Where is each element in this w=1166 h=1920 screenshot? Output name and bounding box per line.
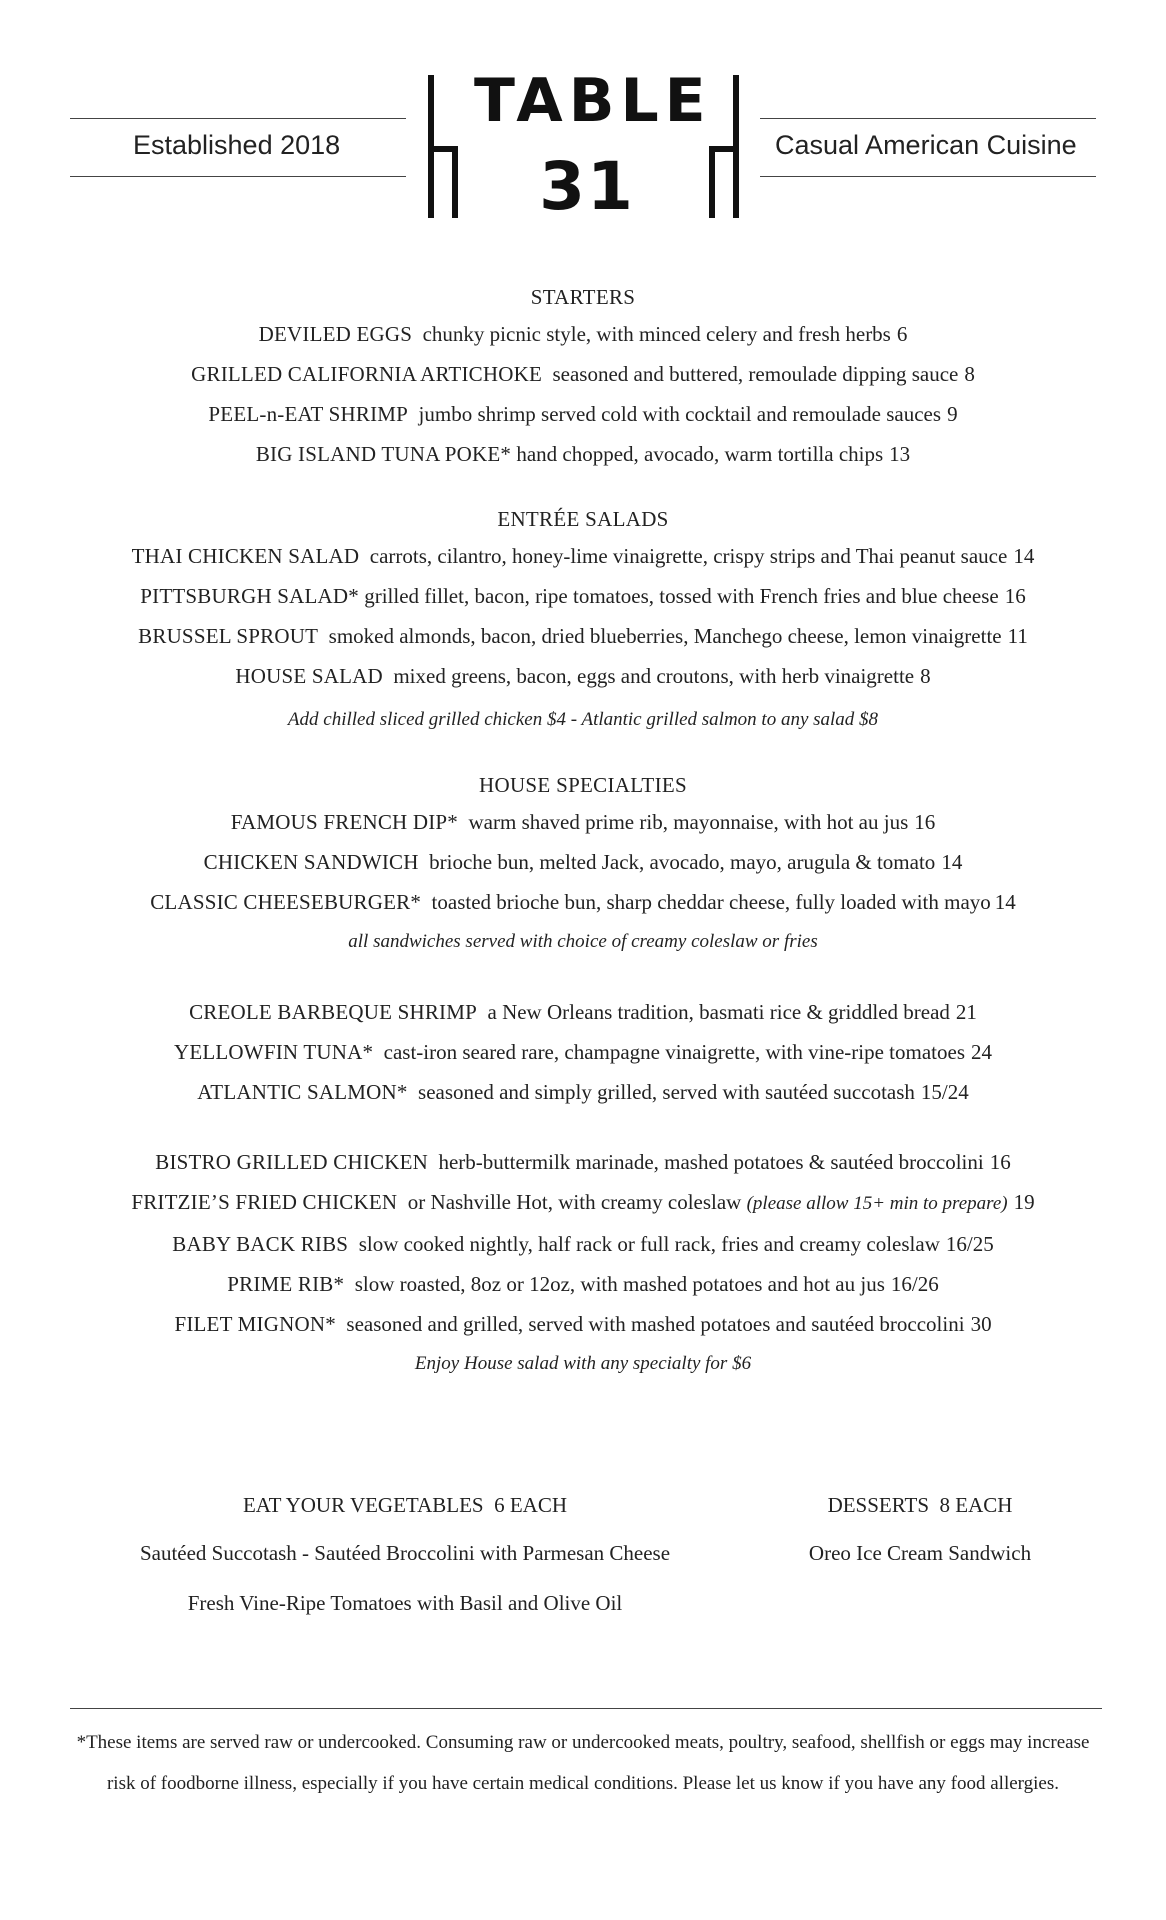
- sandwiches-list: [0, 802, 1166, 962]
- item-desc: seasoned and buttered, remoulade dipping sauce: [552, 362, 959, 386]
- starters-list: [0, 314, 1166, 474]
- footer-divider: [70, 1708, 1102, 1709]
- item-name: PITTSBURGH SALAD*: [140, 584, 359, 608]
- raw-food-disclaimer: *These items are served raw or undercooked. Consuming raw or undercooked meats, poultry, seafood, shellfish or eggs may increase risk of foodborne illness, especially if you have certain medical conditions. Please let us know if you have any food allergies.: [76, 1732, 1090, 1794]
- specialties-title: HOUSE SPECIALTIES: [479, 773, 687, 797]
- item-price: 9: [947, 402, 958, 426]
- item-name: PEEL-n-EAT SHRIMP: [208, 402, 409, 426]
- item-name: YELLOWFIN TUNA*: [173, 1040, 374, 1064]
- item-desc: or Nashville Hot, with creamy coleslaw: [407, 1190, 742, 1214]
- item-name: PRIME RIB*: [227, 1272, 345, 1296]
- specialty-salad-note: Enjoy House salad with any specialty for $6: [414, 1353, 752, 1374]
- menu-item: [0, 1224, 1166, 1264]
- item-desc: slow cooked nightly, half rack or full rack, fries and creamy coleslaw: [358, 1232, 940, 1256]
- item-name: BABY BACK RIBS: [172, 1232, 349, 1256]
- item-desc: cast-iron seared rare, champagne vinaigrette, with vine-ripe tomatoes: [383, 1040, 965, 1064]
- item-name: HOUSE SALAD: [235, 664, 383, 688]
- item-desc: mixed greens, bacon, eggs and croutons, with herb vinaigrette: [393, 664, 915, 688]
- logo-right-bracket-inner: [709, 146, 715, 218]
- item-price: 14: [994, 890, 1016, 914]
- desserts-title: DESSERTS: [827, 1493, 929, 1517]
- item-price: 16: [914, 810, 936, 834]
- vegetables-line-1: Sautéed Succotash - Sautéed Broccolini with Parmesan Cheese: [139, 1541, 671, 1565]
- item-desc: warm shaved prime rib, mayonnaise, with hot au jus: [468, 810, 909, 834]
- menu-item: [0, 1072, 1166, 1112]
- vegetables-heading: [60, 1490, 750, 1520]
- item-price: 13: [889, 442, 911, 466]
- item-name: CREOLE BARBEQUE SHRIMP: [189, 1000, 477, 1024]
- item-price: 14: [1013, 544, 1035, 568]
- item-price: 30: [970, 1312, 992, 1336]
- item-price: 14: [941, 850, 963, 874]
- item-desc: chunky picnic style, with minced celery and fresh herbs: [422, 322, 891, 346]
- sides-and-desserts: [0, 1490, 1166, 1640]
- item-extra-note: (please allow 15+ min to prepare): [746, 1193, 1008, 1214]
- item-price: 21: [955, 1000, 977, 1024]
- menu-item: [0, 536, 1166, 576]
- header-rule-right-bottom: [760, 176, 1096, 177]
- item-name: GRILLED CALIFORNIA ARTICHOKE: [191, 362, 542, 386]
- menu-item: [0, 314, 1166, 354]
- menu-item: [0, 1264, 1166, 1304]
- menu-item: [0, 354, 1166, 394]
- menu-body: [0, 282, 1166, 1384]
- item-name: FRITZIE’S FRIED CHICKEN: [131, 1190, 398, 1214]
- item-desc: a New Orleans tradition, basmati rice & griddled bread: [487, 1000, 950, 1024]
- seafood-list: [0, 992, 1166, 1112]
- item-name: FAMOUS FRENCH DIP*: [230, 810, 458, 834]
- desserts-price: 8 EACH: [939, 1493, 1013, 1517]
- header-rule-left-top: [70, 118, 406, 119]
- item-price: 16: [989, 1150, 1011, 1174]
- menu-item: [0, 656, 1166, 696]
- vegetables-line-2: Fresh Vine-Ripe Tomatoes with Basil and Olive Oil: [187, 1591, 623, 1615]
- item-price: 8: [920, 664, 931, 688]
- menu-item: [0, 1032, 1166, 1072]
- logo-table-text: TABLE: [474, 66, 712, 136]
- item-desc: brioche bun, melted Jack, avocado, mayo, arugula & tomato: [429, 850, 936, 874]
- sandwich-note: all sandwiches served with choice of creamy coleslaw or fries: [348, 931, 818, 952]
- established-text: Established 2018: [133, 130, 341, 160]
- salad-addon-note: Add chilled sliced grilled chicken $4 - Atlantic grilled salmon to any salad $8: [287, 709, 879, 730]
- item-price: 19: [1013, 1190, 1035, 1214]
- item-price: 16/26: [890, 1272, 939, 1296]
- menu-item: [0, 1182, 1166, 1224]
- vegetables-price: 6 EACH: [494, 1493, 568, 1517]
- item-name: CLASSIC CHEESEBURGER*: [150, 890, 422, 914]
- desserts-line-1: Oreo Ice Cream Sandwich: [808, 1541, 1032, 1565]
- menu-item: [0, 992, 1166, 1032]
- menu-item: [0, 802, 1166, 842]
- menu-item: [0, 434, 1166, 474]
- menu-item: [0, 1142, 1166, 1182]
- salads-title: ENTRÉE SALADS: [497, 507, 669, 531]
- item-name: FILET MIGNON*: [174, 1312, 336, 1336]
- item-desc: seasoned and grilled, served with mashed potatoes and sautéed broccolini: [346, 1312, 965, 1336]
- logo-number-text: 31: [539, 148, 635, 225]
- item-price: 24: [971, 1040, 992, 1064]
- menu-item: [0, 576, 1166, 616]
- item-name: THAI CHICKEN SALAD: [131, 544, 360, 568]
- item-price: 16/25: [945, 1232, 994, 1256]
- item-name: ATLANTIC SALMON*: [197, 1080, 408, 1104]
- item-desc: herb-buttermilk marinade, mashed potatoes & sautéed broccolini: [438, 1150, 984, 1174]
- item-price: 15/24: [920, 1080, 969, 1104]
- item-desc: hand chopped, avocado, warm tortilla chips: [516, 442, 884, 466]
- starters-title: STARTERS: [530, 285, 636, 309]
- item-price: 6: [896, 322, 908, 346]
- cuisine-text: Casual American Cuisine: [775, 130, 1077, 160]
- item-name: CHICKEN SANDWICH: [203, 850, 419, 874]
- header-rule-right-top: [760, 118, 1096, 119]
- item-desc: toasted brioche bun, sharp cheddar cheese, fully loaded with mayo: [431, 890, 991, 914]
- menu-item: [0, 1304, 1166, 1344]
- salads-list: [0, 536, 1166, 740]
- header-rule-left-bottom: [70, 176, 406, 177]
- logo-left-bracket-inner: [452, 146, 458, 218]
- desserts-column: [760, 1490, 1080, 1578]
- menu-item: [0, 394, 1166, 434]
- item-price: 11: [1007, 624, 1028, 648]
- meats-list: [0, 1142, 1166, 1384]
- menu-item: [0, 842, 1166, 882]
- item-desc: smoked almonds, bacon, dried blueberries, Manchego cheese, lemon vinaigrette: [328, 624, 1002, 648]
- desserts-heading: [760, 1490, 1080, 1520]
- item-desc: seasoned and simply grilled, served with sautéed succotash: [418, 1080, 915, 1104]
- menu-header: [0, 0, 1166, 240]
- vegetables-column: [60, 1490, 750, 1628]
- item-name: BRUSSEL SPROUT: [138, 624, 319, 648]
- vegetables-title: EAT YOUR VEGETABLES: [242, 1493, 484, 1517]
- item-price: 16: [1004, 584, 1026, 608]
- menu-item: [0, 616, 1166, 656]
- menu-item: [0, 882, 1166, 922]
- item-desc: slow roasted, 8oz or 12oz, with mashed potatoes and hot au jus: [354, 1272, 885, 1296]
- item-name: BIG ISLAND TUNA POKE*: [255, 442, 512, 466]
- item-price: 8: [964, 362, 975, 386]
- item-desc: carrots, cilantro, honey-lime vinaigrette, crispy strips and Thai peanut sauce: [369, 544, 1008, 568]
- item-desc: jumbo shrimp served cold with cocktail and remoulade sauces: [418, 402, 942, 426]
- item-name: BISTRO GRILLED CHICKEN: [155, 1150, 428, 1174]
- item-desc: grilled fillet, bacon, ripe tomatoes, tossed with French fries and blue cheese: [364, 584, 999, 608]
- item-name: DEVILED EGGS: [258, 322, 413, 346]
